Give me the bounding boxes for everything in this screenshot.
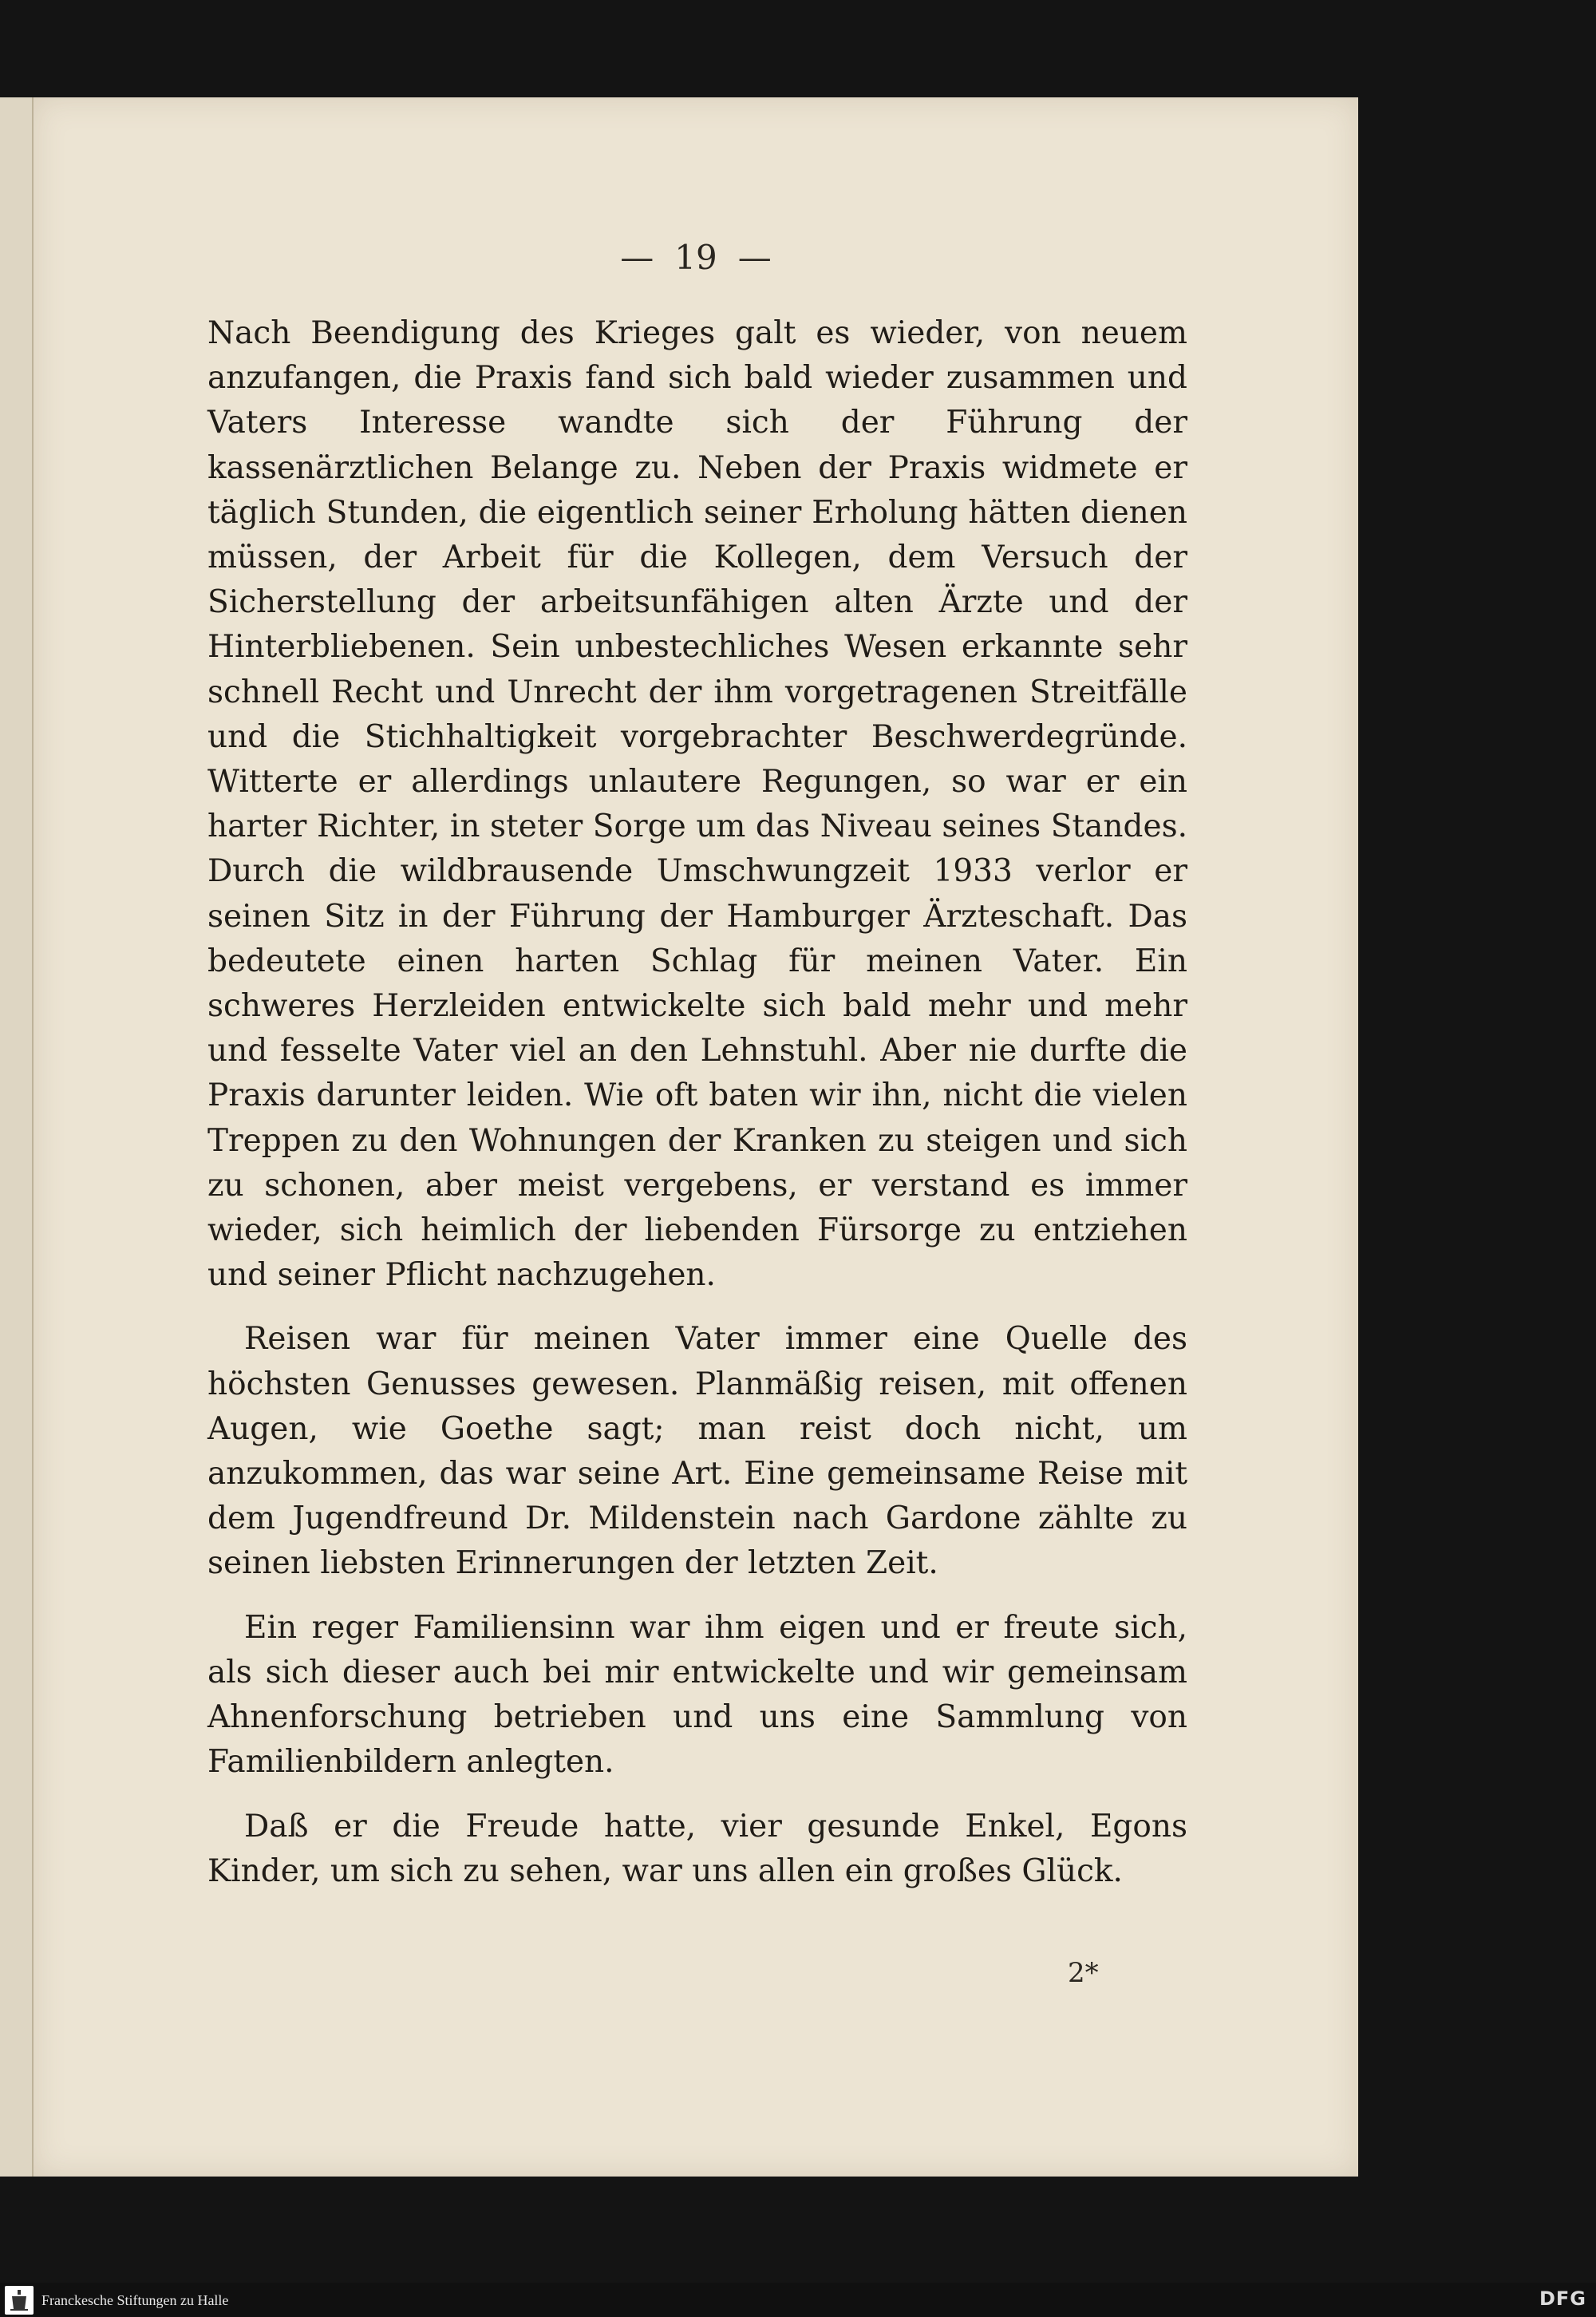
dash-right: — xyxy=(737,238,772,277)
dfg-logo: DFG xyxy=(1539,2287,1586,2310)
institution-name: Franckesche Stiftungen zu Halle xyxy=(41,2291,229,2308)
viewer-footer-bar xyxy=(0,2283,1596,2317)
paragraph: Nach Beendigung des Krieges galt es wieder, von neuem anzufangen, die Praxis fand sich bald wieder zusammen und Vaters Interesse wandte sich der Führung der kassenärztlichen Belange zu. Neben der Praxis widmete er täglich Stunden, die eigentlich seiner Erholung hätten dienen müssen, der Arbeit für die Kollegen, dem Versuch der Sicherstellung der arbeitsunfähigen alten Ärzte und der Hinterbliebenen. Sein unbestechliches Wesen erkannte sehr schnell Recht und Unrecht der ihm vorgetragenen Streitfälle und die Stichhaltigkeit vorgebrachter Beschwerdegründe. Witterte er allerdings unlautere Regungen, so war er ein harter Richter, in steter Sorge um das Niveau seines Standes. Durch die wildbrausende Umschwungzeit 1933 verlor er seinen Sitz in der Führung der Hamburger Ärzteschaft. Das bedeutete einen harten Schlag für meinen Vater. Ein schweres Herzleiden entwickelte sich bald mehr und mehr und fesselte Vater viel an den Lehnstuhl. Aber nie durfte die Praxis darunter leiden. Wie oft baten wir ihn, nicht die vielen Treppen zu den Wohnungen der Kranken zu steigen und sich zu schonen, aber meist vergebens, er verstand es immer wieder, sich heimlich der liebenden Fürsorge zu entziehen und seiner Pflicht nachzugehen. xyxy=(207,315,1187,1294)
page-number: 19 xyxy=(674,238,717,277)
institution-logo-icon xyxy=(5,2286,34,2315)
body-text xyxy=(207,311,1187,1913)
paragraph: Reisen war für meinen Vater immer eine Quelle des höchsten Genusses gewesen. Planmäßig reisen, mit offenen Augen, wie Goethe sagt; man reist doch nicht, um anzukommen, das war seine Art. Eine gemeinsame Reise mit dem Jugendfreund Dr. Mildenstein nach Gardone zählte zu seinen liebsten Erinnerungen der letzten Zeit. xyxy=(207,1321,1187,1582)
paragraph: Daß er die Freude hatte, vier gesunde Enkel, Egons Kinder, um sich zu sehen, war uns allen ein großes Glück. xyxy=(207,1808,1187,1889)
dash-left: — xyxy=(620,238,654,277)
adjacent-page-edge xyxy=(0,97,34,2177)
book-page xyxy=(34,97,1358,2177)
page-number-header xyxy=(34,238,1358,277)
institution-credit xyxy=(5,2286,228,2315)
paragraph: Ein reger Familiensinn war ihm eigen und er freute sich, als sich dieser auch bei mir entwickelte und wir gemeinsam Ahnenforschung betrieben und uns eine Sammlung von Familienbildern anlegten. xyxy=(207,1609,1187,1781)
signature-mark: 2* xyxy=(1068,1957,1099,1989)
